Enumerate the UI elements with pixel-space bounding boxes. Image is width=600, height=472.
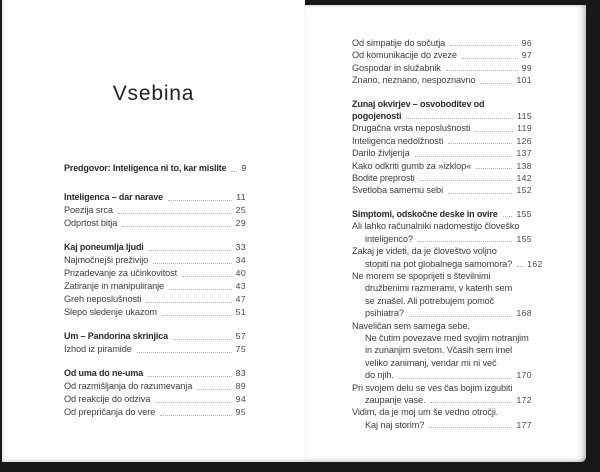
toc-entry [64, 367, 246, 380]
toc-page-number: 40 [235, 268, 246, 278]
toc-page-number: 142 [516, 173, 532, 184]
toc-line [352, 382, 532, 394]
toc-entry-text: do njih. [365, 370, 394, 381]
toc-line [352, 122, 532, 134]
toc-entry-text: Kaj naj storim? [365, 419, 425, 430]
toc-page-number: 101 [516, 75, 532, 86]
toc-entry [352, 382, 532, 407]
toc-line [352, 135, 532, 147]
toc-page-number: 51 [235, 307, 246, 317]
toc-entry [352, 184, 532, 196]
toc-page-number: 11 [236, 192, 246, 202]
toc-entry [352, 406, 532, 431]
toc-line [352, 110, 532, 122]
toc-line [64, 330, 246, 343]
toc-line [64, 280, 246, 293]
toc-entry-text: Znano, neznano, nespoznavno [352, 75, 476, 86]
toc-entry-text: Odprtost bitja [64, 218, 118, 228]
toc-line [352, 282, 532, 294]
toc-page-number: 57 [235, 331, 246, 341]
dotted-leader [418, 240, 513, 242]
toc-entry-text: Od razmišljanja do razumevanja [64, 381, 193, 391]
toc-entry [64, 380, 246, 393]
dotted-leader [153, 262, 231, 264]
toc-entry [352, 245, 543, 270]
toc-entry-text: družbenimi razmerami, v katerih sem [365, 283, 513, 294]
toc-entry [352, 320, 532, 382]
toc-entry-text: Naveličan sem samega sebe. [352, 320, 470, 331]
toc-line [352, 369, 532, 381]
toc-line [352, 74, 532, 86]
toc-entry-text: Zunaj okvirjev – osvoboditev od [352, 98, 485, 109]
toc-entry [352, 122, 532, 134]
toc-entry-text: Predgovor: Inteligenca ni to, kar mislite [64, 163, 227, 173]
toc-page-number: 89 [235, 381, 246, 391]
dotted-leader [160, 414, 231, 416]
right-book-page [305, 5, 586, 462]
toc-entry-text: Od reakcije do odziva [64, 394, 151, 404]
dotted-leader [168, 199, 232, 201]
toc-entry-text: Zatiranje in manipuliranje [64, 281, 165, 291]
dotted-leader [182, 275, 232, 277]
toc-column-right [352, 37, 543, 431]
toc-entry-text: psihiatra? [365, 308, 404, 319]
dotted-leader [197, 388, 231, 390]
toc-entry-text: Simptomi, odskočne deske in ovire [352, 208, 498, 219]
dotted-leader [231, 170, 237, 172]
toc-line [64, 343, 246, 356]
toc-line [352, 98, 532, 110]
toc-line [352, 220, 532, 232]
toc-line [352, 49, 532, 61]
toc-entry-text: Od prepričanja do vere [64, 407, 156, 417]
toc-entry-text: Inteligenca – dar narave [64, 192, 163, 202]
dotted-leader [420, 179, 513, 181]
dotted-leader [448, 142, 512, 144]
toc-page-number: 162 [527, 258, 543, 269]
toc-entry-text: Kako odkriti gumb za »izklop« [352, 160, 472, 171]
toc-line [352, 258, 543, 270]
toc-line [352, 270, 532, 282]
toc-line [64, 306, 246, 319]
dotted-leader [448, 192, 513, 194]
dotted-leader [162, 314, 232, 316]
toc-line [352, 172, 532, 184]
dotted-leader [415, 155, 513, 157]
toc-page-number: 97 [521, 50, 532, 61]
toc-entry [64, 217, 246, 230]
toc-entry [64, 162, 246, 175]
toc-entry-text: Bodite preprosti [352, 173, 415, 184]
toc-line [64, 162, 246, 175]
toc-entry-text: Od simpatije do sočutja [352, 38, 446, 48]
toc-page-number: 168 [516, 308, 532, 319]
toc-line [352, 307, 532, 319]
toc-entry [352, 49, 532, 61]
toc-entry-text: pogojenosti [352, 111, 402, 122]
dotted-leader [169, 288, 232, 290]
toc-entry-text: Od uma do ne-uma [64, 368, 144, 378]
toc-entry [64, 241, 246, 254]
toc-entry-text: Gospodar in služabnik [352, 62, 441, 73]
contents-title: Vsebina [112, 82, 195, 105]
toc-entry [352, 172, 532, 184]
toc-line [352, 208, 532, 220]
toc-line [352, 419, 532, 431]
toc-page-number: 29 [235, 218, 246, 228]
toc-entry-text: Darilo življenja [352, 148, 410, 159]
toc-page-number: 126 [516, 135, 532, 146]
toc-entry-text: Vidim, da je moj um še vedno otročji. [352, 407, 499, 418]
toc-entry [64, 267, 246, 280]
toc-entry-text: Zakaj je videti, da je človeštvo voljno [352, 246, 497, 257]
dotted-leader [430, 401, 512, 403]
toc-entry-text: Ali lahko računalniki nadomestijo človeško [352, 221, 520, 232]
toc-page-number: 25 [235, 205, 246, 215]
dotted-leader [155, 401, 231, 403]
dotted-leader [173, 338, 232, 340]
toc-entry-text: Drugačna vrsta neposlušnosti [352, 123, 471, 134]
toc-entry [352, 98, 532, 123]
dotted-leader [429, 426, 512, 428]
dotted-leader [137, 351, 232, 353]
toc-entry [352, 62, 532, 74]
dotted-leader [149, 249, 232, 251]
toc-line [352, 332, 532, 344]
toc-page-number: 172 [516, 394, 532, 405]
toc-page-number: 137 [516, 148, 532, 159]
toc-entry-text: Izhod iz piramide [64, 344, 132, 354]
toc-entry [352, 208, 532, 220]
toc-line [352, 160, 532, 172]
toc-page-number: 119 [517, 123, 532, 134]
toc-entry-text: Prizadevanje za učinkovitost [64, 268, 178, 278]
dotted-leader [476, 167, 512, 169]
toc-line [352, 320, 532, 332]
toc-entry-text: Slepo sledenje ukazom [64, 307, 157, 317]
toc-entry-text: Najmočnejši preživijo [64, 255, 149, 265]
toc-entry-text: Greh neposlušnosti [64, 294, 142, 304]
toc-entry-text: Um – Pandorina skrinjica [64, 331, 168, 341]
toc-page-number: 47 [235, 294, 246, 304]
toc-page-number: 115 [517, 111, 532, 122]
toc-page-number: 94 [235, 394, 246, 404]
toc-page-number: 155 [516, 233, 532, 244]
toc-entry [352, 220, 532, 245]
toc-entry [64, 293, 246, 306]
toc-line [352, 357, 532, 369]
toc-line [352, 394, 532, 406]
dotted-leader [480, 82, 512, 84]
toc-line [352, 245, 532, 257]
toc-line [352, 62, 532, 74]
toc-line [64, 204, 246, 217]
toc-line [64, 267, 246, 280]
toc-line [352, 295, 532, 307]
toc-column-left [64, 162, 246, 419]
left-book-page [2, 0, 305, 462]
toc-entry [64, 204, 246, 217]
toc-entry-text: Od komunikacije do zveze [352, 50, 457, 61]
toc-entry [352, 37, 532, 49]
toc-line [64, 241, 246, 254]
toc-line [64, 293, 246, 306]
toc-entry [64, 254, 246, 267]
toc-page-number: 34 [235, 255, 246, 265]
toc-entry [352, 160, 532, 172]
dotted-leader [517, 265, 523, 267]
dotted-leader [450, 44, 517, 46]
toc-page-number: 9 [241, 163, 247, 173]
toc-line [352, 147, 532, 159]
dotted-leader [146, 301, 231, 303]
toc-entry-text: Kaj poneumlja ljudi [64, 242, 144, 252]
dotted-leader [406, 117, 513, 119]
toc-entry [64, 306, 246, 319]
toc-entry [352, 74, 532, 86]
toc-page-number: 170 [516, 370, 532, 381]
dotted-leader [446, 69, 518, 71]
toc-page-number: 83 [235, 368, 246, 378]
dotted-leader [399, 377, 513, 379]
toc-entry [64, 191, 246, 204]
toc-entry-text: in zunanjim svetom. Včasih sem imel [365, 345, 513, 356]
toc-line [64, 367, 246, 380]
toc-page-number: 152 [516, 185, 532, 196]
dotted-leader [475, 130, 513, 132]
dotted-leader [503, 215, 513, 217]
toc-entry [64, 393, 246, 406]
toc-page-number: 95 [235, 407, 246, 417]
toc-entry-text: Ne čutim povezave med svojim notranjim [365, 332, 529, 343]
toc-entry-text: se znašel. Ali potrebujem pomoč [365, 295, 495, 306]
toc-line [64, 380, 246, 393]
toc-page-number: 177 [516, 419, 532, 430]
toc-entry-text: veliko zanimanj, vendar mi ni več [365, 357, 497, 368]
toc-entry [64, 343, 246, 356]
toc-entry-text: zaupanje vase. [365, 394, 426, 405]
toc-entry-text: Ne morem se spoprijeti s številnimi [352, 270, 491, 281]
toc-page-number: 43 [235, 281, 246, 291]
toc-entry-text: Poezija srca [64, 205, 113, 215]
toc-line [64, 217, 246, 230]
toc-entry [64, 280, 246, 293]
toc-entry-text: Pri svojem delu se ves čas bojim izgubiti [352, 382, 513, 393]
toc-line [64, 393, 246, 406]
dotted-leader [462, 57, 518, 59]
toc-entry [352, 135, 532, 147]
toc-page-number: 96 [521, 38, 532, 48]
dotted-leader [148, 375, 232, 377]
toc-line [64, 254, 246, 267]
toc-entry-text: inteligenco? [365, 233, 413, 244]
toc-page-number: 99 [521, 62, 532, 73]
toc-line [352, 184, 532, 196]
toc-entry-text: stopiti na pot globalnega samomora? [365, 258, 513, 269]
toc-line [352, 37, 532, 49]
toc-entry [64, 330, 246, 343]
toc-entry [64, 406, 246, 419]
toc-entry-text: Svetloba samemu sebi [352, 185, 443, 196]
toc-page-number: 155 [516, 208, 532, 219]
dotted-leader [118, 212, 232, 214]
toc-page-number: 75 [235, 344, 246, 354]
toc-page-number: 33 [235, 242, 246, 252]
toc-page-number: 138 [516, 160, 532, 171]
dotted-leader [122, 225, 231, 227]
toc-line [352, 233, 532, 245]
toc-entry [352, 270, 532, 320]
toc-line [64, 406, 246, 419]
toc-entry [352, 147, 532, 159]
toc-line [64, 191, 246, 204]
toc-line [352, 406, 532, 418]
dotted-leader [409, 315, 513, 317]
toc-line [352, 344, 532, 356]
toc-entry-text: Inteligenca nedolžnosti [352, 135, 444, 146]
